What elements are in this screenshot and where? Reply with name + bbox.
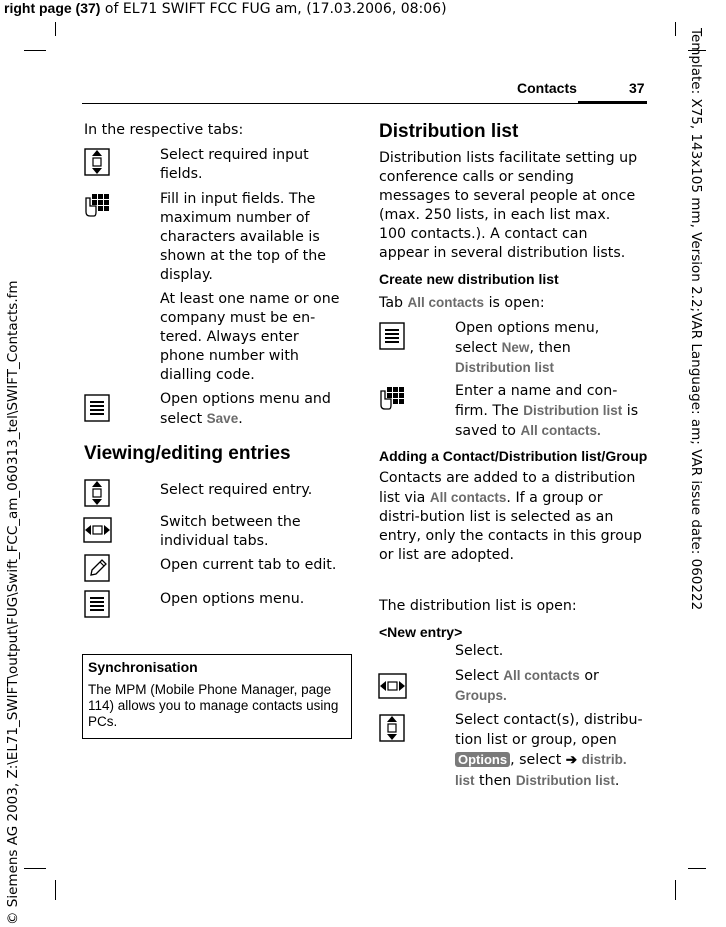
template-info-vertical: Template: X75, 143x105 mm, Version 2.2;VAR Language: am; VAR issue date: 060222: [688, 28, 704, 611]
options-softkey: Options: [455, 752, 510, 767]
crop-mark: [24, 868, 46, 869]
item-text: Switch between the individual tabs.: [160, 514, 301, 549]
header-rule: [82, 103, 647, 104]
crop-mark: [24, 50, 46, 51]
nav-up-down-icon: [82, 477, 114, 509]
pencil-icon: [82, 552, 114, 584]
item-text: Select required entry.: [160, 482, 313, 498]
copyright-vertical: © Siemens AG 2003, Z:\EL71_SWIFT\output\FUG\Swift_FCC_am_060313_tel\SWIFT_Contacts.fm: [5, 280, 21, 925]
crop-mark: [675, 880, 676, 900]
nav-left-right-icon: [377, 670, 409, 702]
menu-icon: [377, 320, 409, 352]
crop-mark: [675, 22, 676, 36]
page-label: right page (37): [4, 0, 101, 16]
page-number: 37: [629, 80, 645, 96]
item-text: Open options menu, select New, then Distribution list: [455, 320, 600, 375]
item-text: Open current tab to edit.: [160, 557, 337, 573]
item-text: Enter a name and con-firm. The Distribution list is saved to All contacts.: [455, 383, 639, 439]
nav-left-right-icon: [82, 514, 114, 546]
print-meta-line: [4, 0, 447, 17]
note-body: The MPM (Mobile Phone Manager, page 114) allows you to manage contacts using PCs.: [88, 682, 339, 729]
menu-icon: [82, 588, 114, 620]
new-entry-label: <New entry>: [379, 624, 463, 640]
select-text: Select.: [455, 643, 504, 659]
item-text: Select required input fields.: [160, 147, 309, 182]
intro-text: In the respective tabs:: [84, 122, 244, 138]
note-title: Synchronisation: [88, 659, 198, 675]
running-header-title: Contacts: [517, 80, 577, 96]
section-heading: Viewing/editing entries: [84, 443, 291, 464]
item-text: Open options menu.: [160, 591, 305, 607]
item-text: Fill in input fields. The maximum number of characters available is shown at the top of the display.: [160, 191, 326, 283]
crop-mark: [55, 880, 56, 900]
nav-up-down-icon: [82, 146, 114, 178]
add-paragraph: Contacts are added to a distribution list via All contacts. If a group or distri-bution list is selected as an entry, only the contacts in this group or list are adopted.: [379, 470, 642, 563]
crop-mark: [55, 22, 56, 36]
note-box: [82, 654, 352, 739]
item-text: Select All contacts or Groups.: [455, 668, 599, 703]
item-text: Open options menu and select Save.: [160, 391, 331, 427]
arrow-icon: ➔: [565, 752, 578, 767]
crop-mark: [688, 868, 706, 869]
intro-paragraph: Distribution lists facilitate setting up conference calls or sending messages to several people at once (max. 250 lists, in each list max. 100 contacts.). A contact can appear in several distribution lists.: [379, 150, 638, 261]
subheading: Create new distribution list: [379, 271, 559, 287]
keypad-icon: [377, 383, 409, 415]
header-rule-thick: [578, 101, 647, 103]
item-text: Select contact(s), distribu-tion list or group, open Options , select ➔ distrib. list then Distribution list.: [455, 712, 643, 789]
keypad-icon: [82, 190, 114, 222]
menu-icon: [82, 392, 114, 424]
open-line: The distribution list is open:: [379, 598, 577, 614]
subheading: Adding a Contact/Distribution list/Group: [379, 448, 648, 464]
tab-line: Tab All contacts is open:: [379, 295, 545, 311]
section-heading: Distribution list: [379, 121, 519, 142]
nav-up-down-icon: [377, 712, 409, 744]
doc-info: of EL71 SWIFT FCC FUG am, (17.03.2006, 08:06): [100, 1, 447, 17]
ui-save: Save: [206, 411, 239, 426]
item-text: At least one name or one company must be en-tered. Always enter phone number with dialling code.: [160, 291, 340, 383]
